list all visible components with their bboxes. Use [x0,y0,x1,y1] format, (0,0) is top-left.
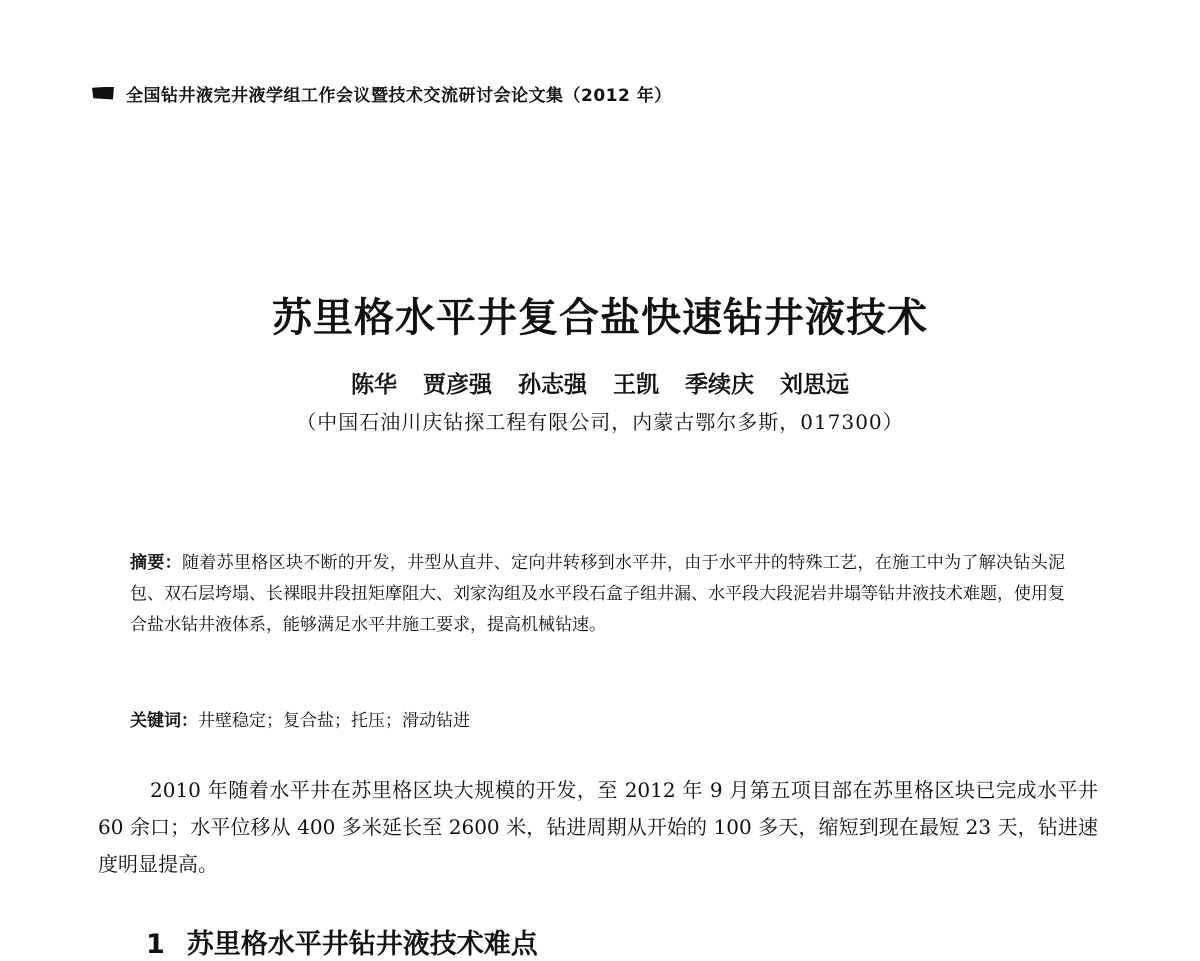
header-text: 全国钻井液完井液学组工作会议暨技术交流研讨会论文集（2012 年） [126,85,672,106]
section-heading [146,922,538,961]
black-block-icon [92,87,114,100]
abstract [130,548,1065,641]
author-name: 陈华 [351,371,397,398]
author-name: 贾彦强 [423,371,492,398]
keywords-label: 关键词： [130,711,198,731]
author-name: 季续庆 [685,371,754,398]
author-list [0,366,1200,399]
keywords-text: 井壁稳定；复合盐；托压；滑动钻进 [198,711,470,731]
author-name: 刘思远 [780,371,849,398]
body-paragraph: 2010 年随着水平井在苏里格区块大规模的开发，至 2012 年 9 月第五项目部在苏里格区块已完成水平井 60 余口；水平位移从 400 多米延长至 2600 米，钻进周期从开始的 100 多天，缩短到现在最短 23 天，钻进速度明显提高。 [98,778,1098,876]
affiliation: （中国石油川庆钻探工程有限公司，内蒙古鄂尔多斯，017300） [296,410,904,434]
author-name: 孙志强 [518,371,587,398]
section-title: 苏里格水平井钻井液技术难点 [186,929,538,960]
running-header [92,80,672,106]
abstract-text: 随着苏里格区块不断的开发，井型从直井、定向井转移到水平井，由于水平井的特殊工艺，在施工中为了解决钻头泥包、双石层垮塌、长裸眼井段扭矩摩阻大、刘家沟组及水平段石盒子组井漏、水平段大段泥岩井塌等钻井液技术难题，使用复合盐水钻井液体系，能够满足水平井施工要求，提高机械钻速。 [130,553,1066,635]
section-number: 1 [146,929,165,960]
keywords [130,706,1065,737]
author-name: 王凯 [613,371,659,398]
abstract-label: 摘要： [130,553,182,573]
paper-title: 苏里格水平井复合盐快速钻井液技术 [272,294,928,341]
